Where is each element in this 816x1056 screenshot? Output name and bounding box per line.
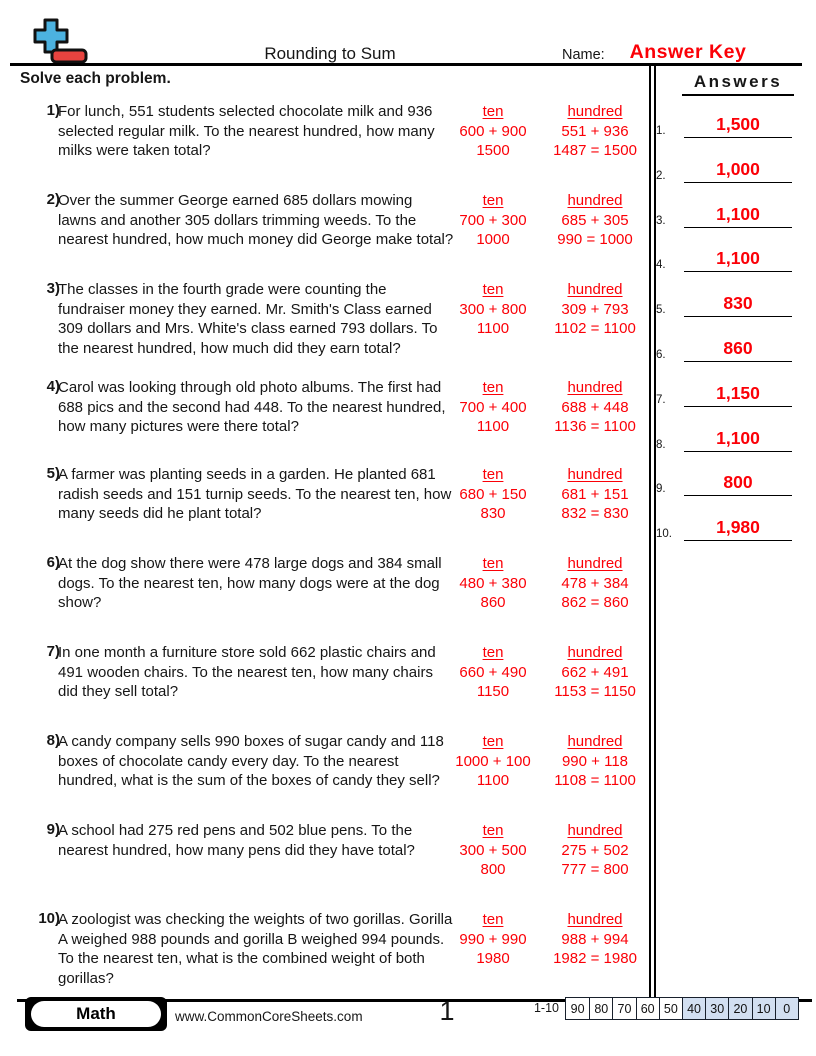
work-hundred-result: 1153 = 1150: [554, 683, 636, 700]
answer-blank-line: [684, 472, 792, 496]
answer-row: [654, 157, 796, 183]
answer-blank-line: [684, 338, 792, 362]
work-hundred-result: 862 = 860: [561, 594, 629, 611]
page-number: 1: [439, 996, 455, 1026]
work-ten-label: ten: [482, 192, 504, 209]
work-hundred-column: [538, 732, 652, 791]
work-hundred-result: 1487 = 1500: [553, 142, 637, 159]
problem-number: 7): [46, 643, 60, 660]
answer-number: 5.: [656, 304, 666, 316]
work-hundred-expression: 685 + 305: [561, 211, 629, 229]
answer-value: 1,100: [716, 204, 760, 224]
answer-value: 800: [723, 472, 753, 492]
work-ten-label: ten: [482, 644, 504, 661]
answer-row: [654, 470, 796, 496]
work-ten-column: [446, 554, 540, 613]
work-ten-column: [446, 643, 540, 702]
work-hundred-column: [538, 554, 652, 613]
work-hundred-column: [538, 191, 652, 250]
answer-value: 1,100: [716, 248, 760, 268]
answer-value: 1,000: [716, 159, 760, 179]
work-ten-result: 1150: [476, 683, 510, 700]
work-hundred-expression: 662 + 491: [561, 663, 629, 681]
work-ten-column: [446, 910, 540, 969]
work-hundred-label: hundred: [567, 822, 623, 839]
answer-blank-line: [684, 204, 792, 228]
problem-text: The classes in the fourth grade were counting the fundraiser money they earned. Mr. Smith's Class earned 309 dollars and Mrs. White's class earned 793 dollars. To the nearest hundred, how much did they earn total?: [58, 281, 438, 357]
score-range-label: 1-10: [533, 1001, 559, 1015]
problem-text: In one month a furniture store sold 662 plastic chairs and 491 wooden chairs. To the nearest ten, how many chairs did they sell total?: [58, 644, 436, 701]
work-ten-result: 1000: [476, 231, 510, 248]
work-hundred-label: hundred: [567, 103, 623, 120]
work-hundred-column: [538, 643, 652, 702]
problem-text: Carol was looking through old photo albums. The first had 688 pics and the second had 448. To the nearest hundred, how many pictures were there total?: [58, 379, 446, 436]
answer-number: 9.: [656, 483, 666, 495]
problem-number: 2): [46, 191, 60, 208]
answer-value: 860: [723, 338, 753, 358]
answer-number: 6.: [656, 349, 666, 361]
answer-number: 8.: [656, 439, 666, 451]
answer-value: 1,500: [716, 114, 760, 134]
answer-number: 3.: [656, 215, 666, 227]
problem-number: 3): [46, 280, 60, 297]
problem-number: 1): [46, 102, 60, 119]
answer-number: 4.: [656, 259, 666, 271]
answer-row: [654, 202, 796, 228]
work-hundred-result: 777 = 800: [561, 861, 629, 878]
problem-number: 6): [46, 554, 60, 571]
work-hundred-expression: 551 + 936: [561, 122, 629, 140]
answer-row: [654, 112, 796, 138]
work-hundred-label: hundred: [567, 379, 623, 396]
problem-text: A zoologist was checking the weights of two gorillas. Gorilla A weighed 988 pounds and gorilla B weighed 994 pounds. To the nearest ten, what is the combined weight of both gorillas?: [58, 911, 453, 987]
work-ten-column: [446, 378, 540, 437]
problem-text: A candy company sells 990 boxes of sugar candy and 118 boxes of chocolate candy every day. To the nearest hundred, what is the sum of the boxes of candy they sell?: [58, 733, 444, 790]
problem-number: 4): [46, 378, 60, 395]
problem-number: 10): [38, 910, 60, 927]
work-hundred-label: hundred: [567, 466, 623, 483]
work-ten-expression: 700 + 400: [459, 398, 527, 416]
answer-row: [654, 246, 796, 272]
answer-blank-line: [684, 293, 792, 317]
answers-heading: Answers: [682, 72, 794, 96]
scale-cell-50: 50: [659, 998, 682, 1019]
work-hundred-result: 990 = 1000: [557, 231, 633, 248]
work-hundred-column: [538, 821, 652, 880]
work-hundred-expression: 681 + 151: [561, 485, 629, 503]
work-hundred-column: [538, 465, 652, 524]
work-ten-result: 1100: [476, 772, 510, 789]
work-ten-label: ten: [482, 466, 504, 483]
answer-number: 10.: [656, 528, 672, 540]
work-ten-result: 860: [480, 594, 506, 611]
problem-number: 8): [46, 732, 60, 749]
work-ten-column: [446, 821, 540, 880]
work-hundred-column: [538, 102, 652, 161]
work-hundred-result: 1102 = 1100: [554, 320, 636, 337]
work-hundred-result: 1982 = 1980: [553, 950, 637, 967]
header-divider: [10, 63, 802, 66]
work-ten-expression: 300 + 800: [459, 300, 527, 318]
instruction-text: Solve each problem.: [20, 70, 171, 87]
problem-text: At the dog show there were 478 large dogs and 384 small dogs. To the nearest ten, how many dogs were at the dog show?: [58, 555, 442, 612]
answer-number: 1.: [656, 125, 666, 137]
work-hundred-expression: 275 + 502: [561, 841, 629, 859]
website-url: www.CommonCoreSheets.com: [175, 1009, 363, 1024]
work-ten-result: 830: [480, 505, 506, 522]
work-hundred-label: hundred: [567, 281, 623, 298]
work-ten-expression: 480 + 380: [459, 574, 527, 592]
answer-value: 1,150: [716, 383, 760, 403]
work-ten-expression: 990 + 990: [459, 930, 527, 948]
answer-value: 830: [723, 293, 753, 313]
work-ten-column: [446, 191, 540, 250]
work-hundred-label: hundred: [567, 192, 623, 209]
scale-cell-90: 90: [570, 1001, 585, 1016]
work-ten-label: ten: [482, 822, 504, 839]
work-hundred-label: hundred: [567, 644, 623, 661]
work-hundred-result: 1108 = 1100: [554, 772, 636, 789]
work-ten-label: ten: [482, 379, 504, 396]
work-ten-label: ten: [482, 733, 504, 750]
work-ten-result: 1100: [476, 320, 510, 337]
work-hundred-expression: 988 + 994: [561, 930, 629, 948]
work-hundred-expression: 309 + 793: [561, 300, 629, 318]
grading-scale-table: [565, 997, 799, 1020]
scale-cell-0: 0: [775, 998, 798, 1019]
work-ten-result: 1100: [476, 418, 510, 435]
work-hundred-label: hundred: [567, 555, 623, 572]
problem-text: A school had 275 red pens and 502 blue pens. To the nearest hundred, how many pens did they have total?: [58, 822, 415, 859]
answer-blank-line: [684, 428, 792, 452]
scale-cell-60: 60: [636, 998, 659, 1019]
page-title: Rounding to Sum: [264, 44, 396, 63]
work-hundred-expression: 990 + 118: [561, 752, 629, 770]
work-ten-result: 800: [480, 861, 506, 878]
scale-cell-80: 80: [589, 998, 612, 1019]
answer-row: [654, 426, 796, 452]
work-ten-column: [446, 280, 540, 339]
answer-blank-line: [684, 114, 792, 138]
work-ten-expression: 700 + 300: [459, 211, 527, 229]
work-hundred-column: [538, 280, 652, 339]
scale-cell-40: 40: [682, 998, 705, 1019]
work-ten-column: [446, 732, 540, 791]
answer-value: 1,100: [716, 428, 760, 448]
answer-blank-line: [684, 517, 792, 541]
math-badge-label: Math: [31, 1001, 161, 1027]
work-ten-expression: 660 + 490: [459, 663, 527, 681]
work-ten-expression: 1000 + 100: [455, 752, 531, 770]
work-hundred-result: 832 = 830: [561, 505, 629, 522]
name-label: Name:: [562, 47, 605, 63]
answer-row: [654, 291, 796, 317]
answer-blank-line: [684, 248, 792, 272]
scale-cell-30: 30: [705, 998, 728, 1019]
answer-row: [654, 381, 796, 407]
answer-blank-line: [684, 383, 792, 407]
answer-number: 7.: [656, 394, 666, 406]
work-ten-expression: 300 + 500: [459, 841, 527, 859]
answer-value: 1,980: [716, 517, 760, 537]
work-hundred-column: [538, 378, 652, 437]
work-ten-label: ten: [482, 103, 504, 120]
problem-text: Over the summer George earned 685 dollars mowing lawns and another 305 dollars trimming weeds. To the nearest hundred, how much money did George make total?: [58, 192, 454, 249]
work-ten-label: ten: [482, 911, 504, 928]
work-ten-label: ten: [482, 555, 504, 572]
answer-row: [654, 515, 796, 541]
problem-text: For lunch, 551 students selected chocolate milk and 936 selected regular milk. To the nearest hundred, how many milks were taken total?: [58, 103, 435, 160]
work-ten-expression: 600 + 900: [459, 122, 527, 140]
answer-row: [654, 336, 796, 362]
problem-text: A farmer was planting seeds in a garden. He planted 681 radish seeds and 151 turnip seeds. To the nearest ten, how many seeds did he plant total?: [58, 466, 452, 523]
work-ten-result: 1500: [476, 142, 510, 159]
work-hundred-expression: 688 + 448: [561, 398, 629, 416]
answer-blank-line: [684, 159, 792, 183]
work-ten-result: 1980: [476, 950, 510, 967]
math-badge: [25, 997, 167, 1031]
problem-number: 5): [46, 465, 60, 482]
work-ten-column: [446, 465, 540, 524]
answer-number: 2.: [656, 170, 666, 182]
work-hundred-label: hundred: [567, 911, 623, 928]
scale-cell-10: 10: [752, 998, 775, 1019]
work-ten-column: [446, 102, 540, 161]
work-hundred-result: 1136 = 1100: [554, 418, 636, 435]
work-ten-label: ten: [482, 281, 504, 298]
work-hundred-label: hundred: [567, 733, 623, 750]
work-hundred-expression: 478 + 384: [561, 574, 629, 592]
work-hundred-column: [538, 910, 652, 969]
name-value-answer-key: Answer Key: [629, 41, 747, 63]
work-ten-expression: 680 + 150: [459, 485, 527, 503]
problem-number: 9): [46, 821, 60, 838]
scale-cell-20: 20: [728, 998, 751, 1019]
scale-cell-70: 70: [612, 998, 635, 1019]
